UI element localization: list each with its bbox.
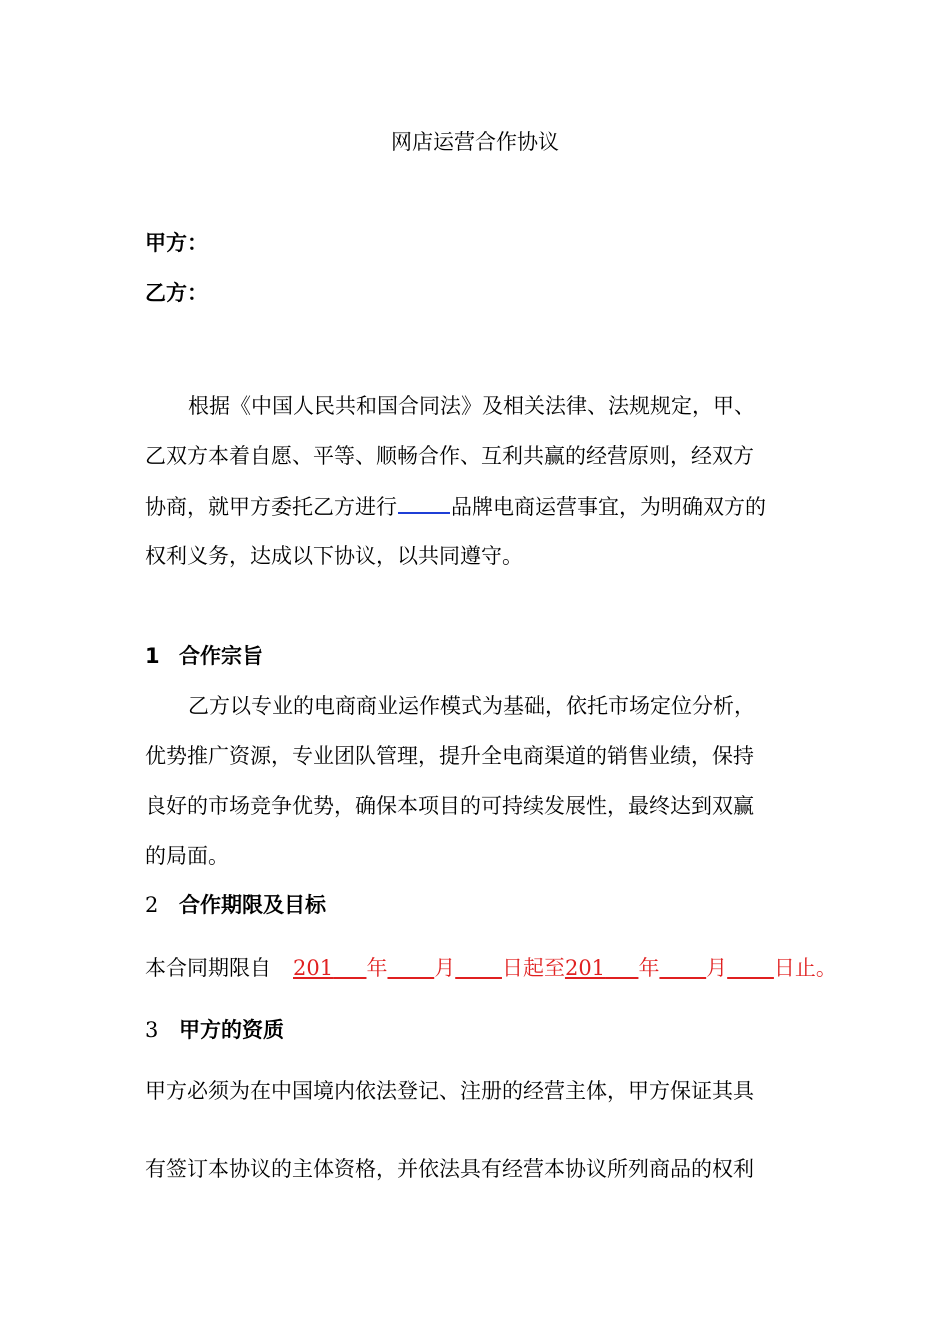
section-3-heading: [145, 1016, 284, 1044]
intro-line-2: 乙双方本着自愿、平等、顺畅合作、互利共赢的经营原则，经双方: [145, 444, 754, 468]
section-1-line-3: 良好的市场竞争优势，确保本项目的可持续发展性，最终达到双赢: [145, 794, 754, 818]
contract-term-line: [145, 954, 837, 982]
intro-line-1: 根据《中国人民共和国合同法》及相关法律、法规规定，甲、: [188, 394, 755, 418]
start-year: 201: [293, 956, 334, 980]
section-2-title: 合作期限及目标: [179, 893, 326, 917]
section-1-line-1: 乙方以专业的电商商业运作模式为基础，依托市场定位分析，: [188, 694, 755, 718]
section-2-number: 2: [145, 893, 159, 917]
start-day-text: 日起至: [501, 956, 565, 980]
brand-blank: [398, 492, 450, 514]
intro-line-3: [145, 492, 766, 521]
start-year-char: 年: [366, 956, 388, 980]
section-1-heading: [145, 642, 263, 670]
end-year: 201: [564, 956, 606, 980]
party-b-label: 乙方：: [145, 281, 208, 305]
party-a-label: 甲方：: [145, 231, 208, 255]
section-3-number: 3: [145, 1018, 159, 1042]
end-year-char: 年: [638, 956, 660, 980]
term-label: 本合同期限自: [145, 956, 271, 980]
section-1-line-4: 的局面。: [145, 844, 229, 868]
section-2-heading: [145, 891, 326, 919]
section-1-number: 1: [145, 644, 160, 668]
intro-line-3-start: 协商，就甲方委托乙方进行: [145, 495, 397, 519]
intro-line-3-end: 品牌电商运营事宜，为明确双方的: [451, 495, 766, 519]
intro-line-4: 权利义务，达成以下协议，以共同遵守。: [145, 544, 523, 568]
end-day-text: 日止。: [773, 956, 837, 980]
section-3-line-1: 甲方必须为在中国境内依法登记、注册的经营主体，甲方保证其具: [145, 1079, 754, 1103]
document-title: 网店运营合作协议: [391, 130, 559, 154]
start-month-char: 月: [434, 956, 456, 980]
section-3-line-2: 有签订本协议的主体资格，并依法具有经营本协议所列商品的权利: [145, 1157, 754, 1181]
section-1-line-2: 优势推广资源，专业团队管理，提升全电商渠道的销售业绩，保持: [145, 744, 754, 768]
section-3-title: 甲方的资质: [179, 1018, 284, 1042]
section-1-title: 合作宗旨: [179, 644, 263, 668]
end-month-char: 月: [706, 956, 728, 980]
